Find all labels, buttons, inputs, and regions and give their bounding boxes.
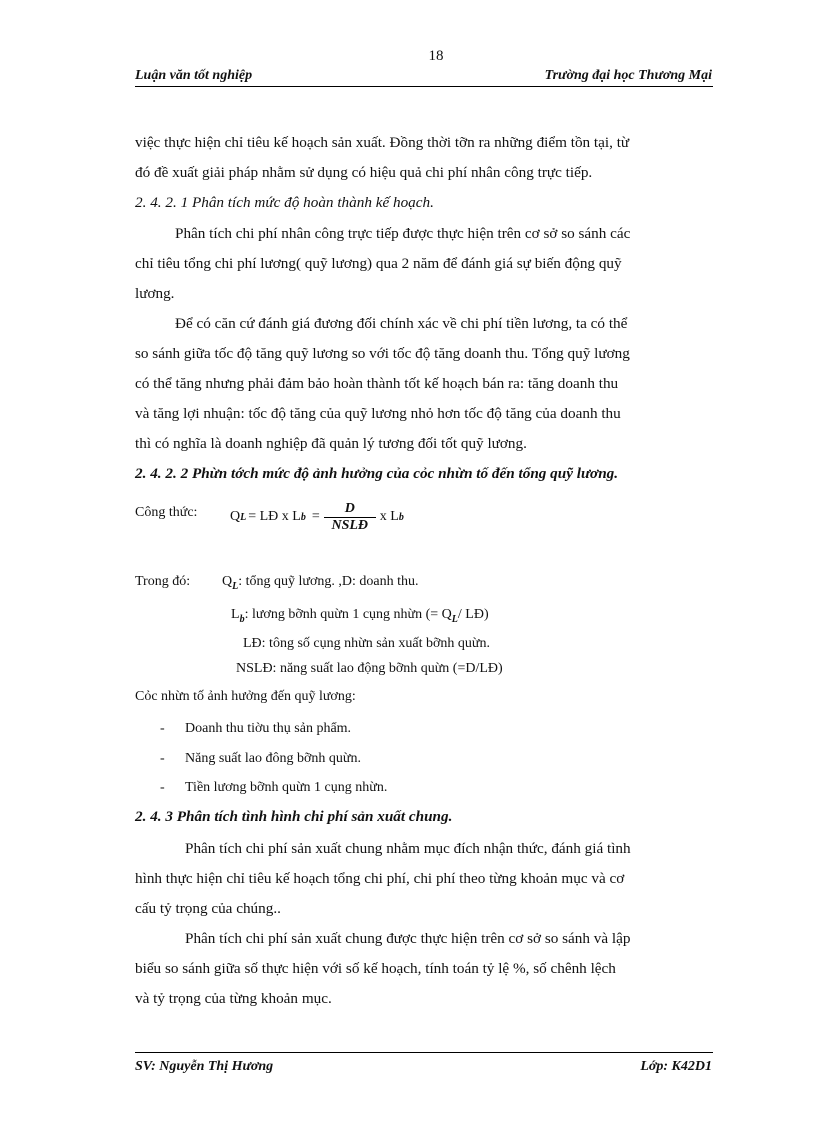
list-bullet: - xyxy=(160,721,165,736)
formula-part1: = LĐ x L xyxy=(248,509,301,524)
list-bullet: - xyxy=(160,751,165,766)
list-item: Tiền lương bỡnh quừn 1 cụng nhừn. xyxy=(185,780,388,795)
section-heading-243: 2. 4. 3 Phân tích tình hình chi phí sản xuất chung. xyxy=(135,808,453,825)
body-line: cấu tỷ trọng của chúng.. xyxy=(135,900,281,917)
formula-label: Công thức: xyxy=(135,505,198,520)
body-line: Phân tích chi phí sản xuất chung nhằm mục đích nhận thức, đánh giá tình xyxy=(185,840,631,857)
body-line: chỉ tiêu tổng chi phí lương( quỹ lương) qua 2 năm để đánh giá sự biến động quỹ xyxy=(135,255,622,272)
formula-equals: = xyxy=(311,509,320,524)
factors-intro: Cỏc nhừn tố ảnh hưởng đến quỹ lương: xyxy=(135,689,356,704)
definition-lb: $L_b$: lương bỡnh quừn 1 cụng nhừn (= $Q_L/$ LĐ) xyxy=(231,607,489,625)
formula-denominator: NSLĐ xyxy=(331,517,369,533)
list-item: Năng suất lao đông bỡnh quừn. xyxy=(185,751,361,766)
page-number: 18 xyxy=(428,48,444,64)
list-bullet: - xyxy=(160,780,165,795)
definition-nsld: NSLĐ: năng suất lao động bỡnh quừn (=D/LĐ) xyxy=(236,661,503,676)
formula-lhs: Q xyxy=(230,509,241,524)
body-line: việc thực hiện chỉ tiêu kế hoạch sản xuất. Đồng thời tỡn ra những điểm tồn tại, từ xyxy=(135,134,630,151)
body-line: Phân tích chi phí sản xuất chung được thực hiện trên cơ sở so sánh và lập xyxy=(185,930,631,947)
list-item: Doanh thu tiờu thụ sản phẩm. xyxy=(185,721,352,736)
footer-class: Lớp: K42D1 xyxy=(640,1059,712,1074)
body-line: và tăng lợi nhuận: tốc độ tăng của quỹ lương nhỏ hơn tốc độ tăng của doanh thu xyxy=(135,405,621,422)
body-line: đó đề xuất giải pháp nhằm sử dụng có hiệu quả chi phí nhân công trực tiếp. xyxy=(135,164,593,181)
body-line: lương. xyxy=(135,285,175,302)
definition-intro: Trong đó: xyxy=(135,574,191,589)
header-university: Trường đại học Thương Mại xyxy=(544,68,712,83)
body-line: so sánh giữa tốc độ tăng quỹ lương so với tốc độ tăng doanh thu. Tổng quỹ lương xyxy=(135,345,630,362)
body-line: biểu so sánh giữa số thực hiện với số kế hoạch, tính toán tỷ lệ %, số chênh lệch xyxy=(135,960,616,977)
formula-numerator: D xyxy=(344,500,355,516)
body-line: thì có nghĩa là doanh nghiệp đã quản lý tương đối tốt quỹ lương. xyxy=(135,435,527,452)
formula-part2: x L xyxy=(379,509,399,524)
body-line: có thể tăng nhưng phải đảm bảo hoàn thành tốt kế hoạch bán ra: tăng doanh thu xyxy=(135,375,619,392)
footer-student: SV: Nguyễn Thị Hương xyxy=(135,1059,274,1074)
body-line: Để có căn cứ đánh giá đương đối chính xác về chi phí tiền lương, ta có thể xyxy=(175,315,628,332)
footer-rule xyxy=(135,1052,713,1053)
formula: Q L = LĐ x L b = $\frac{D}{\text{NSLĐ}}$ x L b xyxy=(230,500,404,533)
section-heading-2421: 2. 4. 2. 1 Phân tích mức độ hoàn thành kế hoạch. xyxy=(135,194,434,211)
definition-q: $Q_L$: tổng quỹ lương. ,D: doanh thu. xyxy=(222,574,419,592)
body-line: hình thực hiện chỉ tiêu kế hoạch tổng chi phí, chi phí theo từng khoản mục và cơ xyxy=(135,870,625,887)
formula-fraction xyxy=(324,501,376,534)
header-rule xyxy=(135,86,713,87)
section-heading-2422: 2. 4. 2. 2 Phừn tớch mức độ ảnh hưởng của cỏc nhừn tố đến tổng quỹ lương. xyxy=(135,465,619,482)
body-line: Phân tích chi phí nhân công trực tiếp được thực hiện trên cơ sở so sánh các xyxy=(175,225,631,242)
header-thesis-title: Luận văn tốt nghiệp xyxy=(135,68,253,83)
body-line: và tỷ trọng của từng khoản mục. xyxy=(135,990,332,1007)
definition-ld: LĐ: tông số cụng nhừn sản xuất bỡnh quừn. xyxy=(243,636,490,651)
